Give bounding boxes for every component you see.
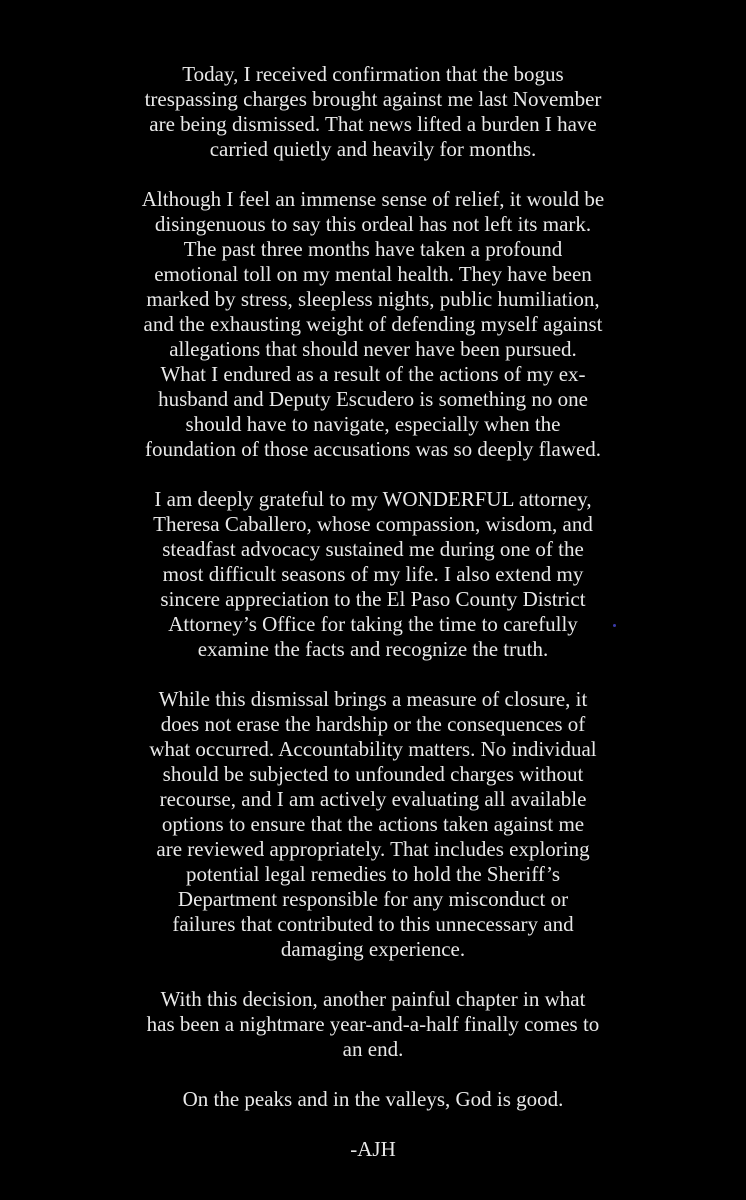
statement [0,62,746,1187]
paragraph-accountability [40,687,706,962]
text-line: marked by stress, sleepless nights, public humiliation, [146,287,600,311]
text-line: most difficult seasons of my life. I also extend my [162,562,584,586]
signature [40,1137,706,1162]
text-line: disingenuous to say this ordeal has not left its mark. [154,212,592,236]
text-line: On the peaks and in the valleys, God is good. [182,1087,564,1111]
paragraph-chapter-end [40,987,706,1062]
text-line: steadfast advocacy sustained me during one of the [162,537,584,561]
signature-initials: -AJH [350,1137,396,1161]
text-line: should be subjected to unfounded charges without [162,762,584,786]
text-line: carried quietly and heavily for months. [209,137,537,161]
text-line: should have to navigate, especially when the [185,412,561,436]
text-line: Today, I received confirmation that the bogus [182,62,564,86]
text-line: allegations that should never have been pursued. [169,337,577,361]
text-line: are reviewed appropriately. That includes exploring [156,837,590,861]
text-line: has been a nightmare year-and-a-half finally comes to [146,1012,600,1036]
text-line: What I endured as a result of the actions of my ex- [160,362,586,386]
text-line: examine the facts and recognize the truth. [197,637,549,661]
text-line: what occurred. Accountability matters. No individual [149,737,597,761]
text-line: emotional toll on my mental health. They have been [154,262,592,286]
text-line: Department responsible for any misconduct or [177,887,569,911]
text-line: With this decision, another painful chapter in what [160,987,586,1011]
text-line: failures that contributed to this unnecessary and [172,912,574,936]
text-line: Although I feel an immense sense of relief, it would be [141,187,605,211]
text-line: damaging experience. [280,937,466,961]
text-line: Attorney’s Office for taking the time to carefully [168,612,578,636]
text-line: I am deeply grateful to my WONDERFUL attorney, [154,487,592,511]
text-line: recourse, and I am actively evaluating all available [159,787,587,811]
text-line: options to ensure that the actions taken against me [161,812,585,836]
paragraph-gratitude [40,487,706,662]
text-line: does not erase the hardship or the consequences of [160,712,586,736]
paragraph-ordeal [40,187,706,462]
text-line: While this dismissal brings a measure of closure, it [158,687,588,711]
text-line: and the exhausting weight of defending myself against [143,312,603,336]
text-line: are being dismissed. That news lifted a burden I have [149,112,597,136]
text-line: Theresa Caballero, whose compassion, wisdom, and [153,512,593,536]
text-line: potential legal remedies to hold the Sheriff’s [185,862,560,886]
text-line: an end. [342,1037,404,1061]
stray-dot [613,624,616,627]
text-line: foundation of those accusations was so deeply flawed. [144,437,602,461]
text-line: sincere appreciation to the El Paso County District [160,587,586,611]
paragraph-faith [40,1087,706,1112]
text-line: husband and Deputy Escudero is something no one [158,387,588,411]
paragraph-confirmation [40,62,706,162]
text-line: trespassing charges brought against me last November [144,87,602,111]
text-line: The past three months have taken a profound [183,237,563,261]
